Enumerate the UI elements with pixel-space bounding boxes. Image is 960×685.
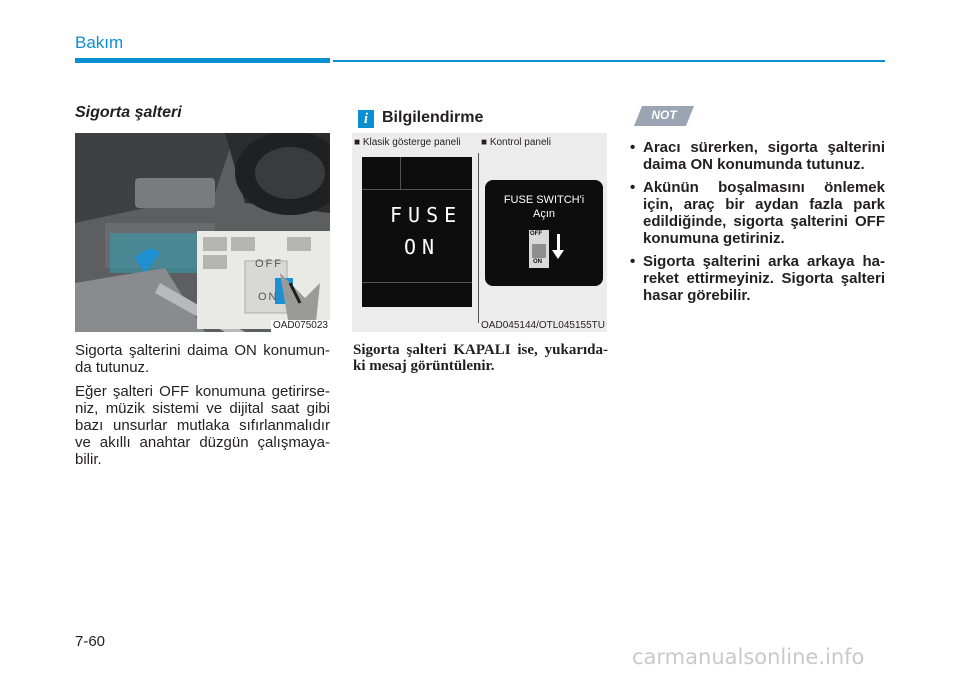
figure-caption: OAD045144/OTL045155TU bbox=[481, 320, 605, 331]
tft-display bbox=[485, 180, 603, 286]
header-rule-thick bbox=[75, 58, 330, 63]
not-tag bbox=[634, 106, 694, 126]
tft-message-line2: Açın bbox=[532, 208, 555, 220]
classic-cluster-label: ■ Klasik gösterge paneli bbox=[354, 137, 461, 148]
info-note: Sigorta şalteri KAPALI ise, yukarıda-ki mesaj görüntülenir. bbox=[353, 342, 608, 374]
section-body bbox=[75, 342, 330, 475]
lcd-on-text: ON bbox=[404, 235, 441, 259]
lcd-separator bbox=[362, 189, 472, 190]
lcd-separator bbox=[362, 282, 472, 283]
graphic-switch-knob bbox=[532, 244, 546, 258]
fuse-switch-graphic bbox=[529, 230, 549, 268]
cluster-message-figure bbox=[352, 133, 607, 332]
classic-lcd-display bbox=[362, 157, 472, 307]
paragraph: Sigorta şalterini daima ON konumun-da tutunuz. bbox=[75, 342, 330, 376]
fuse-switch-illustration bbox=[75, 133, 330, 332]
paragraph: Eğer şalteri OFF konumuna getirirse-niz, müzik sistemi ve dijital saat gibi bazı unsurlar mutlaka sıfırlanmalıdır ve akıllı anahtar düzgün çalışmaya-bilir. bbox=[75, 383, 330, 468]
section-title: Sigorta şalteri bbox=[75, 104, 182, 121]
lcd-fuse-text: FUSE bbox=[390, 203, 463, 227]
fuse-switch-photo bbox=[75, 133, 330, 332]
tft-message-line1: FUSE SWITCH'i bbox=[503, 194, 585, 206]
header-rule-thin bbox=[333, 60, 885, 62]
photo-caption: OAD075023 bbox=[272, 320, 328, 331]
lcd-separator bbox=[400, 157, 401, 189]
graphic-off-label: OFF bbox=[530, 231, 542, 237]
info-icon: i bbox=[358, 110, 374, 128]
info-title: Bilgilendirme bbox=[382, 109, 484, 126]
list-item: • Akünün boşalmasını önlemek için, araç bir aydan fazla park edildiğinde, sigorta şalterini OFF konumuna getiriniz. bbox=[628, 179, 885, 247]
switch-on-label: ON bbox=[258, 291, 279, 303]
page-header-title: Bakım bbox=[75, 33, 124, 52]
list-item: • Aracı sürerken, sigorta şalterini daima ON konumunda tutunuz. bbox=[628, 139, 885, 173]
watermark: carmanualsonline.info bbox=[632, 645, 865, 669]
not-tag-label: NOT bbox=[651, 108, 677, 122]
page-number: 7-60 bbox=[75, 633, 106, 650]
graphic-on-label: ON bbox=[533, 259, 542, 265]
switch-off-label: OFF bbox=[255, 258, 283, 270]
notice-list bbox=[628, 139, 885, 310]
list-item: • Sigorta şalterini arka arkaya ha-reket ettirmeyiniz. Sigorta şalteri hasar görebilir. bbox=[628, 253, 885, 304]
arrow-head-icon bbox=[552, 250, 564, 259]
supervision-cluster-label: ■ Kontrol paneli bbox=[481, 137, 551, 148]
figure-divider bbox=[478, 153, 479, 323]
